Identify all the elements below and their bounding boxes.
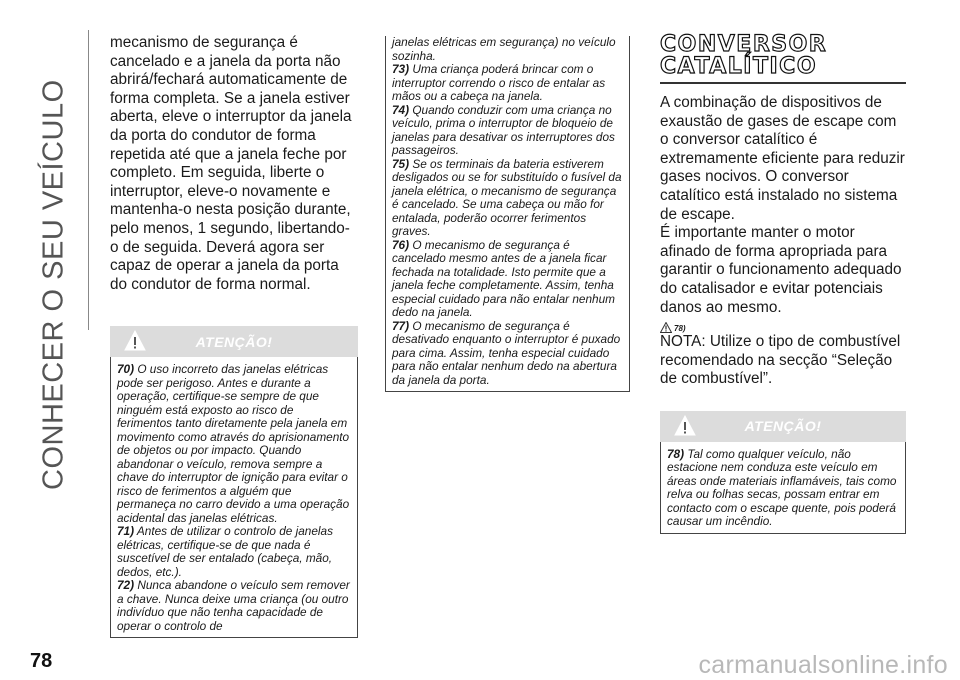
warning-number: 73) bbox=[392, 62, 410, 76]
chapter-side-title: CONHECER O SEU VEÍCULO bbox=[37, 79, 70, 490]
warning-item bbox=[117, 525, 351, 579]
warning-number: 72) bbox=[117, 578, 135, 593]
warning-reference bbox=[660, 317, 906, 333]
column-1 bbox=[110, 34, 358, 638]
warning-header bbox=[110, 326, 358, 357]
warning-item bbox=[392, 239, 623, 320]
watermark: carmanualsonline.info bbox=[698, 651, 948, 679]
page-number: 78 bbox=[30, 650, 53, 672]
warning-title: ATENÇÃO! bbox=[744, 418, 822, 435]
warning-box bbox=[660, 442, 906, 534]
section-title bbox=[660, 34, 906, 78]
warning-number: 71) bbox=[117, 524, 135, 539]
body-paragraph: A combinação de dispositivos de exaustão de gases de escape com o conversor catalítico é extremamente eficiente para reduzir gases nocivos. O conversor catalítico está instalado no sistema de escape. bbox=[660, 94, 905, 223]
warning-triangle-icon bbox=[674, 415, 696, 437]
warning-text: O mecanismo de segurança é cancelado mesmo antes de a janela ficar fechada na totalidade. Isto permite que a janela feche completamente. Assim, tenha especial cuidado para não entalar nenhum dedo na janela. bbox=[392, 237, 615, 319]
warning-item bbox=[667, 448, 899, 529]
warning-text: Nunca abandone o veículo sem remover a chave. Nunca deixe uma criança (ou outro indivíduo que não tenha capacidade de operar o controlo de bbox=[117, 578, 350, 633]
warning-item bbox=[392, 320, 623, 388]
column-3 bbox=[660, 34, 906, 534]
warning-item bbox=[392, 63, 623, 104]
side-rule bbox=[88, 30, 89, 330]
warning-triangle-icon bbox=[124, 330, 146, 352]
warning-number: 78) bbox=[667, 446, 685, 461]
warning-number: 77) bbox=[392, 318, 410, 333]
warning-number: 70) bbox=[117, 362, 135, 377]
warning-text: Quando conduzir com uma criança no veículo, prima o interruptor de bloqueio de janelas para desativar os interruptores dos passageiros. bbox=[392, 102, 615, 157]
warning-number: 75) bbox=[392, 156, 410, 171]
warning-title: ATENÇÃO! bbox=[195, 333, 273, 350]
warning-item bbox=[117, 579, 351, 633]
body-paragraph: É importante manter o motor afinado de forma apropriada para garantir o funcionamento adequado do catalisador e evitar potenciais danos ao mesmo. bbox=[660, 224, 902, 316]
warning-reference-number: 78) bbox=[674, 324, 686, 334]
warning-number: 76) bbox=[392, 237, 410, 252]
body-paragraph: mecanismo de segurança é cancelado e a janela da porta não abrirá/fechará automaticamente de forma completa. Se a janela estiver aberta, eleve o interruptor da janela da porta do condutor de forma repetida até que a janela feche por completo. Em seguida, liberte o interruptor, eleve-o novamente e mantenha-o nesta posição durante, pelo menos, 1 segundo, libertando-o de seguida. Deverá agora ser capaz de operar a janela da porta do condutor de forma normal. bbox=[110, 34, 352, 293]
section-title-line-2: CATALÍTICO bbox=[660, 54, 818, 79]
warning-header bbox=[660, 411, 906, 442]
warning-triangle-icon bbox=[660, 322, 672, 333]
warning-text: Tal como qualquer veículo, não estacione nem conduza este veículo em áreas onde materiais inflamáveis, tais como relva ou folhas secas, possam entrar em contacto com o escape quente, pois poderá causar um incêndio. bbox=[667, 446, 897, 529]
column-2 bbox=[385, 36, 630, 392]
warning-number: 74) bbox=[392, 102, 410, 117]
warning-box-continued bbox=[385, 36, 630, 392]
section-title-line-1: CONVERSOR bbox=[660, 32, 828, 57]
warning-item bbox=[392, 158, 623, 239]
warning-text: O mecanismo de segurança é desativado enquanto o interruptor é puxado para cima. Assim, tenha especial cuidado para não entalar nenhum dedo na abertura da janela da porta. bbox=[392, 318, 621, 387]
warning-text: O uso incorreto das janelas elétricas pode ser perigoso. Antes e durante a operação, certifique-se sempre de que ninguém está exposto ao risco de ferimentos tanto diretamente pela janela em movimento como através do aprisionamento de objetos ou por impacto. Quando abandonar o veículo, remova sempre a chave do interruptor de ignição para evitar o risco de ferimentos a alguém que permaneça no carro devido a uma operação acidental das janelas elétricas. bbox=[117, 362, 350, 525]
warning-text: Uma criança poderá brincar com o interruptor correndo o risco de entalar as mãos ou a cabeça na janela. bbox=[392, 62, 606, 103]
warning-text: Antes de utilizar o controlo de janelas elétricas, certifique-se de que nada é suscetível de ser entalado (cabeça, mão, dedos, etc.). bbox=[117, 524, 333, 579]
warning-text: Se os terminais da bateria estiverem desligados ou se for substituído o fusível da janela elétrica, o mecanismo de segurança é cancelado. Se uma cabeça ou mão for entalada, poderão ocorrer ferimentos graves. bbox=[392, 156, 622, 238]
warning-item bbox=[117, 363, 351, 525]
warning-box bbox=[110, 357, 358, 638]
warning-continuation: janelas elétricas em segurança) no veículo sozinha. bbox=[392, 35, 616, 63]
warning-item bbox=[392, 104, 623, 158]
note-paragraph: NOTA: Utilize o tipo de combustível recomendado na secção “Seleção de combustível”. bbox=[660, 333, 901, 388]
title-rule bbox=[660, 82, 906, 84]
